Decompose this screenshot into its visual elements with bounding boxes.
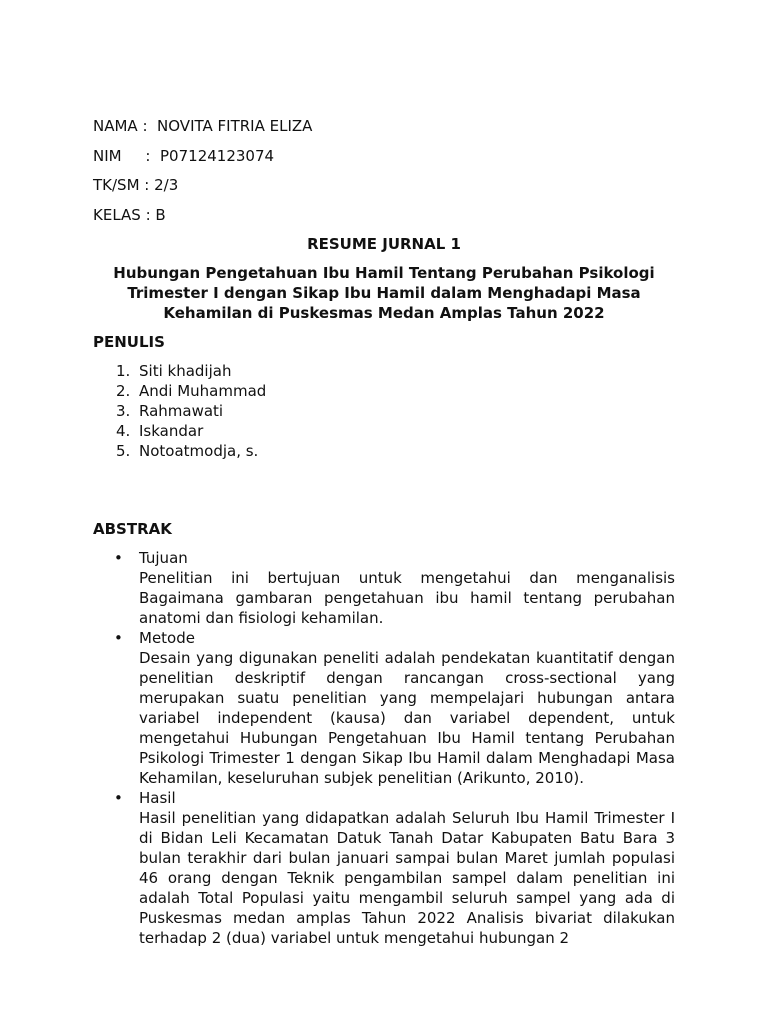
abstract-list xyxy=(93,548,675,948)
abstrak-heading: ABSTRAK xyxy=(93,520,172,538)
author-item xyxy=(93,421,675,441)
abstract-item-text: Penelitian ini bertujuan untuk mengetahui dan menganalisis Bagaimana gambaran pengetahuan ibu hamil tentang perubahan anatomi dan fisiologi kehamilan. xyxy=(139,569,675,627)
journal-title: Hubungan Pengetahuan Ibu Hamil Tentang Perubahan Psikologi Trimester I dengan Sikap Ibu Hamil dalam Menghadapi Masa Kehamilan di Puskesmas Medan Amplas Tahun 2022 xyxy=(113,264,655,322)
document-content xyxy=(93,116,675,948)
author-item xyxy=(93,361,675,381)
abstract-item-text: Desain yang digunakan peneliti adalah pendekatan kuantitatif dengan penelitian deskriptif dengan rancangan cross-sectional yang merupakan suatu penelitian yang mempelajari hubungan antara variabel independent (kausa) dan variabel dependent, untuk mengetahui Hubungan Pengetahuan Ibu Hamil tentang Perubahan Psikologi Trimester 1 dengan Sikap Ibu Hamil dalam Menghadapi Masa Kehamilan, keseluruhan subjek penelitian (Arikunto, 2010). xyxy=(139,649,675,787)
abstract-item-text: Hasil penelitian yang didapatkan adalah Seluruh Ibu Hamil Trimester I di Bidan Leli Kecamatan Datuk Tanah Datar Kabupaten Batu Bara 3 bulan terakhir dari bulan januari sampai bulan Maret jumlah populasi 46 orang dengan Teknik pengambilan sampel dalam penelitian ini adalah Total Populasi yaitu mengambil seluruh sampel yang ada di Puskesmas medan amplas Tahun 2022 Analisis bivariat dilakukan terhadap 2 (dua) variabel untuk mengetahui hubungan 2 xyxy=(139,809,675,947)
author-item xyxy=(93,441,675,461)
author-name: Siti khadijah xyxy=(139,362,232,380)
author-name: Notoatmodja, s. xyxy=(139,442,259,460)
author-number: 2. xyxy=(116,382,131,400)
penulis-heading: PENULIS xyxy=(93,333,165,351)
abstract-item-label: Metode xyxy=(139,629,195,647)
author-name: Rahmawati xyxy=(139,402,224,420)
abstract-item-label: Hasil xyxy=(139,789,176,807)
author-list xyxy=(93,361,675,461)
author-number: 4. xyxy=(116,422,131,440)
bullet-icon: • xyxy=(114,789,123,807)
tksm-line: TK/SM : 2/3 xyxy=(93,176,179,194)
bullet-icon: • xyxy=(114,629,123,647)
bullet-icon: • xyxy=(114,549,123,567)
author-number: 5. xyxy=(116,442,131,460)
nama-line: NAMA : NOVITA FITRIA ELIZA xyxy=(93,117,313,135)
section-spacer xyxy=(93,461,675,519)
author-number: 1. xyxy=(116,362,131,380)
abstract-item-metode xyxy=(93,628,675,788)
abstract-item-hasil xyxy=(93,788,675,948)
abstract-item-tujuan xyxy=(93,548,675,628)
author-item xyxy=(93,381,675,401)
abstract-item-label: Tujuan xyxy=(139,549,188,567)
author-number: 3. xyxy=(116,402,131,420)
author-item xyxy=(93,401,675,421)
document-title: RESUME JURNAL 1 xyxy=(307,235,461,253)
nim-line: NIM : P07124123074 xyxy=(93,146,275,165)
kelas-line: KELAS : B xyxy=(93,205,166,224)
author-name: Andi Muhammad xyxy=(139,382,267,400)
author-name: Iskandar xyxy=(139,422,204,440)
